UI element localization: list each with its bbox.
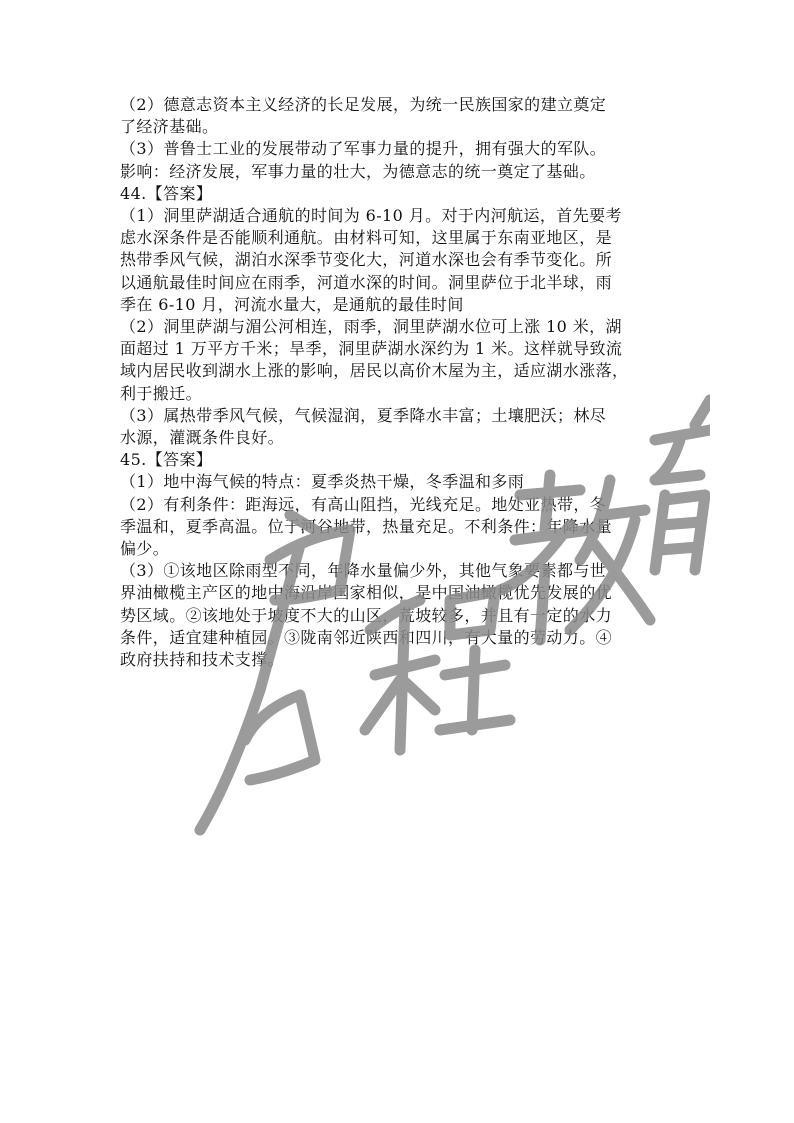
answer-line: （2）洞里萨湖与湄公河相连，雨季，洞里萨湖水位可上涨 10 米，湖: [120, 317, 622, 337]
answer-line: 虑水深条件是否能顺利通航。由材料可知，这里属于东南亚地区，是: [120, 228, 613, 248]
answer-line: （1）地中海气候的特点：夏季炎热干燥，冬季温和多雨: [120, 472, 525, 492]
section-43-answers: [120, 94, 678, 183]
answer-line: 偏少。: [120, 539, 170, 559]
section-45-answers: [120, 449, 678, 671]
answer-line: 利于搬迁。: [120, 383, 203, 403]
answer-line: 面超过 1 万平方千米；旱季，洞里萨湖水深约为 1 米。这样就导致流: [120, 339, 623, 359]
question-44-heading: 44.【答案】: [120, 183, 213, 203]
answer-line: （3）①该地区除雨型不同，年降水量偏少外，其他气象要素都与世: [120, 561, 607, 581]
answer-line: 了经济基础。: [120, 117, 219, 137]
answer-line: 季温和，夏季高温。位于河谷地带，热量充足。不利条件：年降水量: [120, 516, 613, 536]
answer-line: （2）德意志资本主义经济的长足发展，为统一民族国家的建立奠定: [120, 95, 607, 114]
question-45-heading: 45.【答案】: [120, 450, 213, 470]
answer-line: 水源，灌溉条件良好。: [120, 428, 285, 448]
answer-line: （3）属热带季风气候，气候湿润，夏季降水丰富；土壤肥沃；林尽: [120, 405, 607, 425]
answer-line: 季在 6-10 月，河流水量大，是通航的最佳时间: [120, 294, 464, 314]
answer-line: 政府扶持和技术支撑。: [120, 650, 285, 670]
answer-line: （1）洞里萨湖适合通航的时间为 6-10 月。对于内河航运，首先要考: [120, 206, 622, 226]
answer-line: （2）有利条件：距海远，有高山阻挡，光线充足。地处亚热带，冬: [120, 494, 607, 514]
answer-line: 热带季风气候，湖泊水深季节变化大，河道水深也会有季节变化。所: [120, 250, 613, 270]
answer-line: 条件，适宜建种植园。③陇南邻近陕西和四川，有大量的劳动力。④: [120, 627, 613, 647]
answer-line: 影响：经济发展，军事力量的壮大，为德意志的统一奠定了基础。: [120, 161, 596, 181]
answer-line: 域内居民收到湖水上涨的影响，居民以高价木屋为主，适应湖水涨落，: [120, 361, 629, 381]
answer-document: [120, 94, 678, 671]
answer-line: 界油橄榄主产区的地中海沿岸国家相似，是中国油橄榄优先发展的优: [120, 583, 613, 603]
answer-line: （3）普鲁士工业的发展带动了军事力量的提升，拥有强大的军队。: [120, 139, 607, 159]
answer-line: 以通航最佳时间应在雨季，河道水深的时间。洞里萨位于北半球，雨: [120, 272, 613, 292]
section-44-answers: [120, 183, 678, 449]
answer-line: 势区域。②该地处于坡度不大的山区，荒坡较多，并且有一定的水力: [120, 605, 613, 625]
